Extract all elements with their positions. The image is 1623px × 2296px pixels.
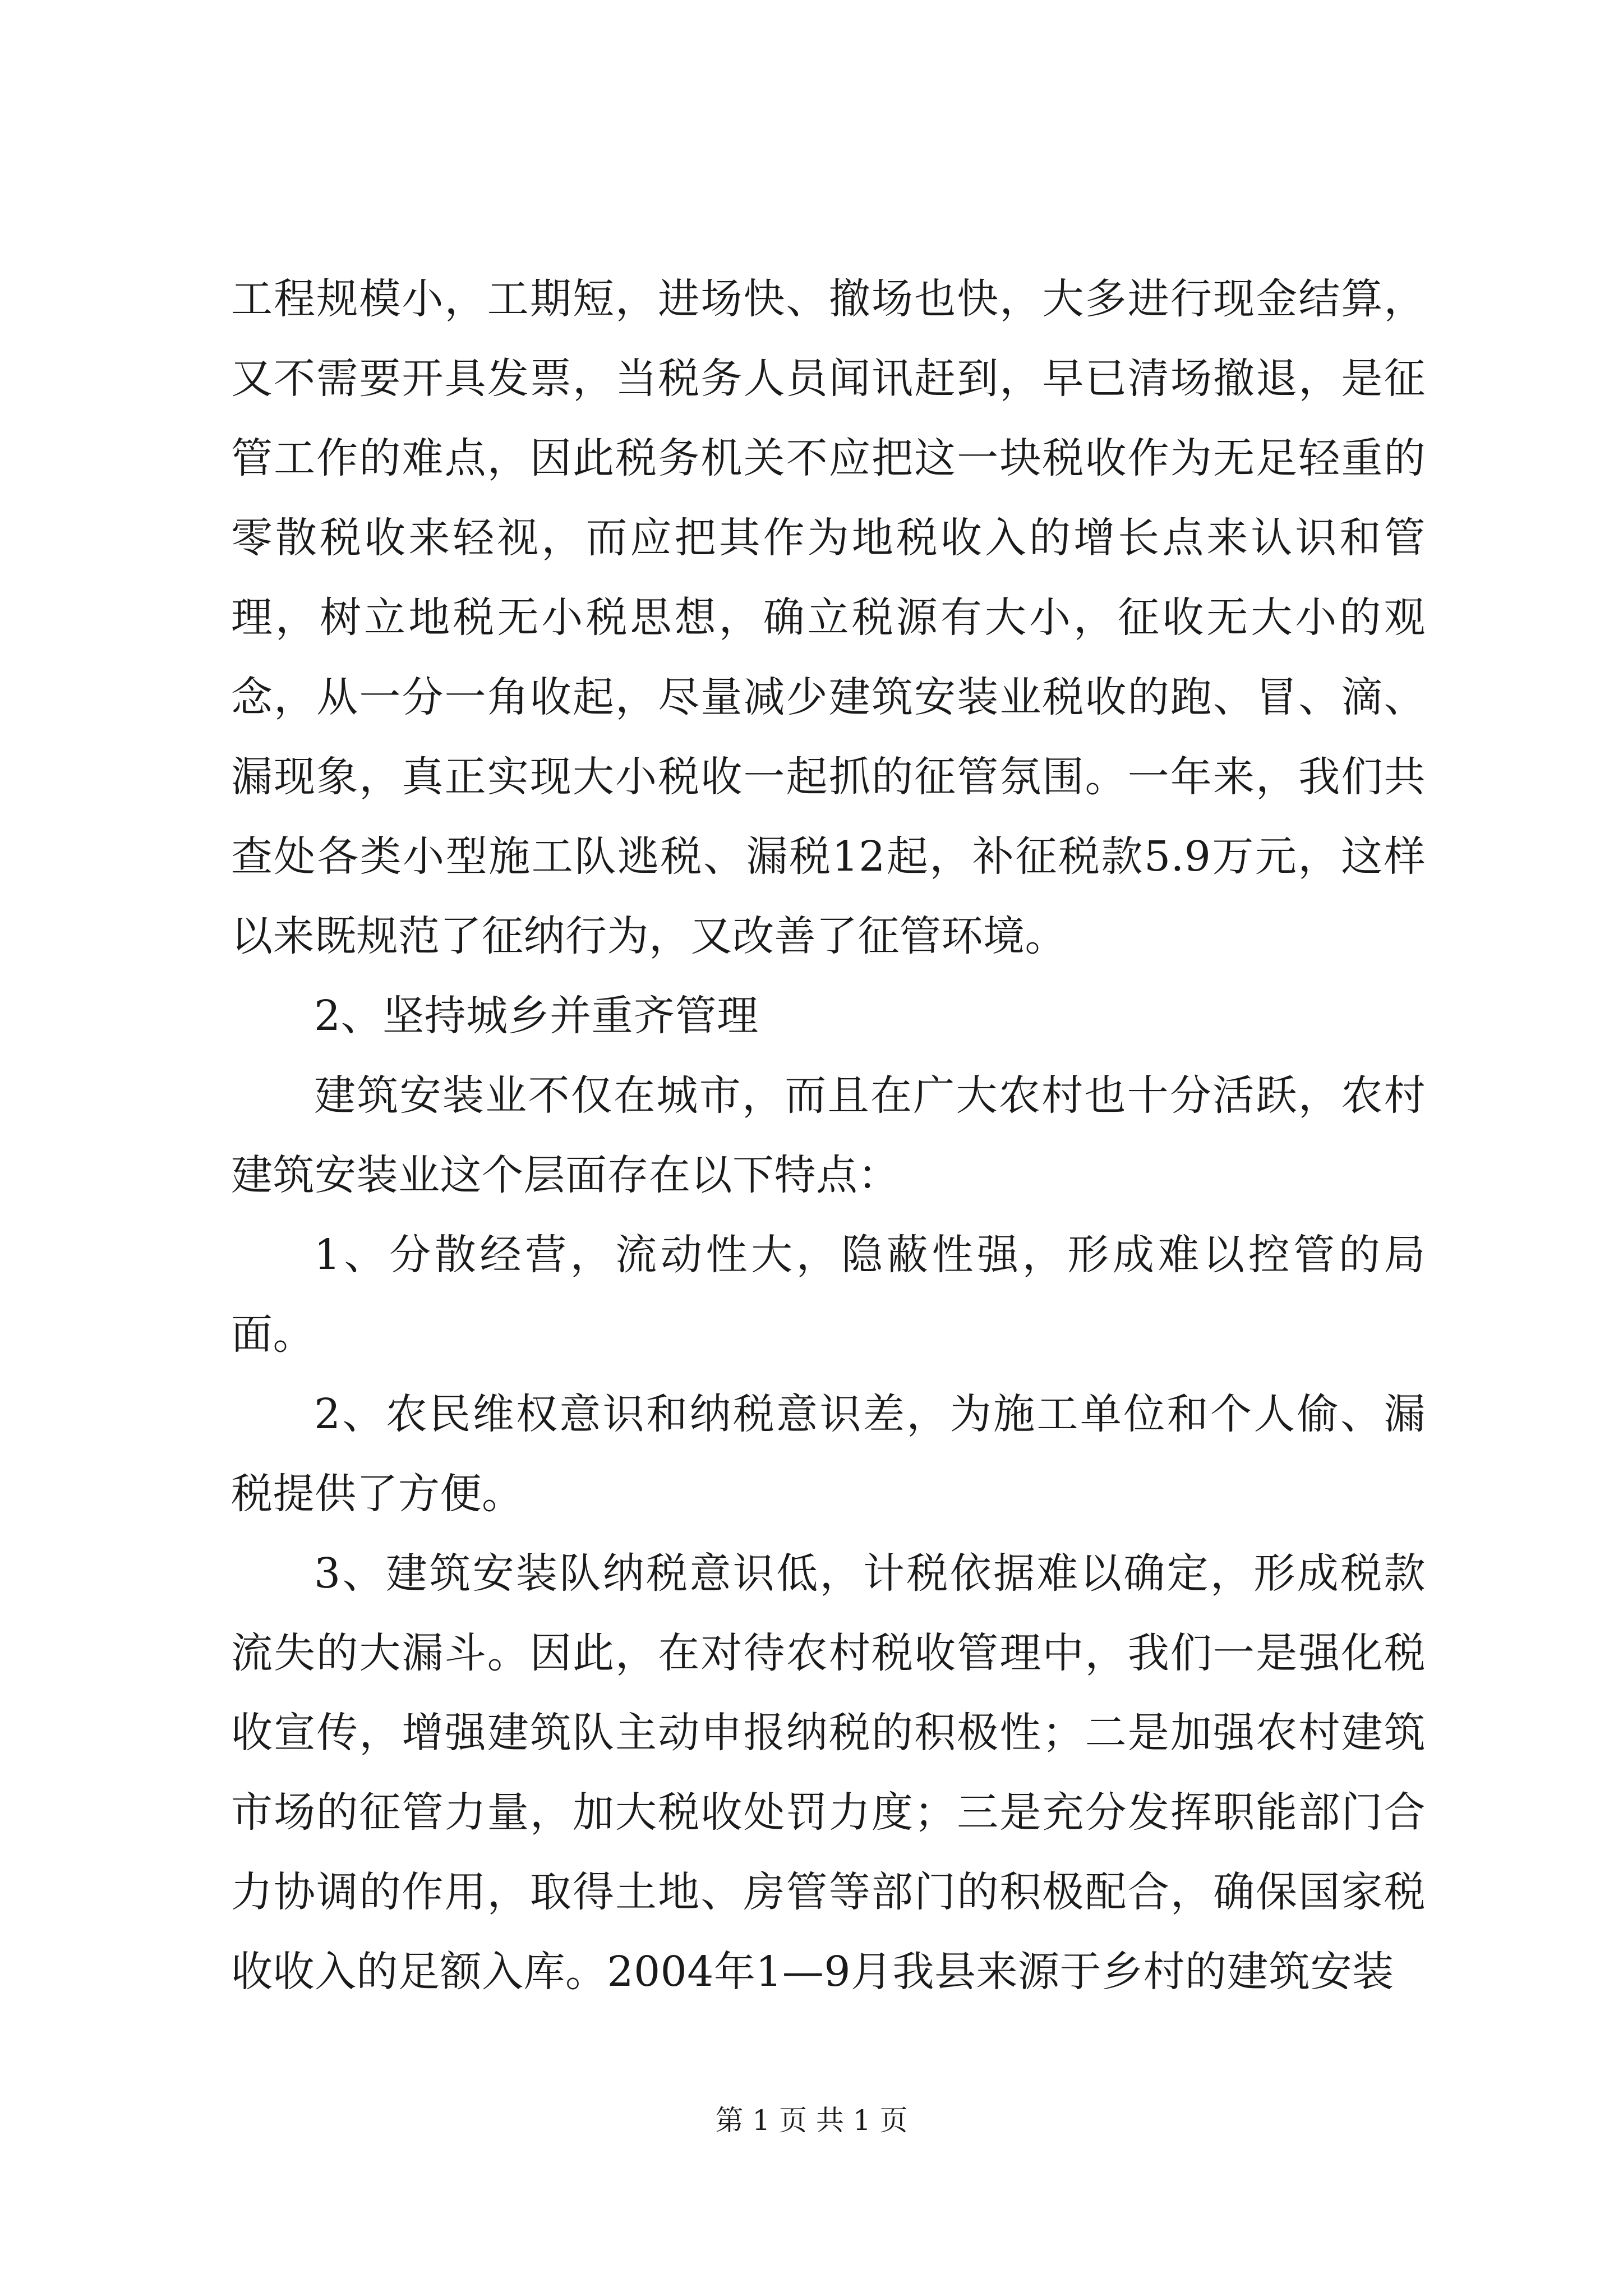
paragraph-4-list-item: 1、分散经营，流动性大，隐蔽性强，形成难以控管的局面。 (231, 1231, 1426, 1359)
page-footer: 第 1 页 共 1 页 (715, 2104, 908, 2137)
paragraph-1: 工程规模小，工期短，进场快、撤场也快，大多进行现金结算，又不需要开具发票，当税务人员闻讯赶到，早已清场撤退，是征管工作的难点，因此税务机关不应把这一块税收作为无足轻重的零散税收来轻视，而应把其作为地税收入的增长点来认识和管理，树立地税无小税思想，确立税源有大小，征收无大小的观念，从一分一角收起，尽量减少建筑安装业税收的跑、冒、滴、漏现象，真正实现大小税收一起抓的征管氛围。一年来，我们共查处各类小型施工队逃税、漏税12起，补征税款5.9万元，这样以来既规范了征纳行为，又改善了征管环境。 (231, 275, 1426, 960)
paragraph-6-list-item: 3、建筑安装队纳税意识低，计税依据难以确定，形成税款流失的大漏斗。因此，在对待农村税收管理中，我们一是强化税收宣传，增强建筑队主动申报纳税的积极性；二是加强农村建筑市场的征管力量，加大税收处罚力度；三是充分发挥职能部门合力协调的作用，取得土地、房管等部门的积极配合，确保国家税收收入的足额入库。2004年1—9月我县来源于乡村的建筑安装 (231, 1549, 1426, 1996)
paragraph-2-heading: 2、坚持城乡并重齐管理 (314, 992, 759, 1040)
document-body (231, 259, 1426, 2012)
paragraph-5-list-item: 2、农民维权意识和纳税意识差，为施工单位和个人偷、漏税提供了方便。 (231, 1390, 1426, 1518)
paragraph-3: 建筑安装业不仅在城市，而且在广大农村也十分活跃，农村建筑安装业这个层面存在以下特点： (231, 1071, 1426, 1199)
